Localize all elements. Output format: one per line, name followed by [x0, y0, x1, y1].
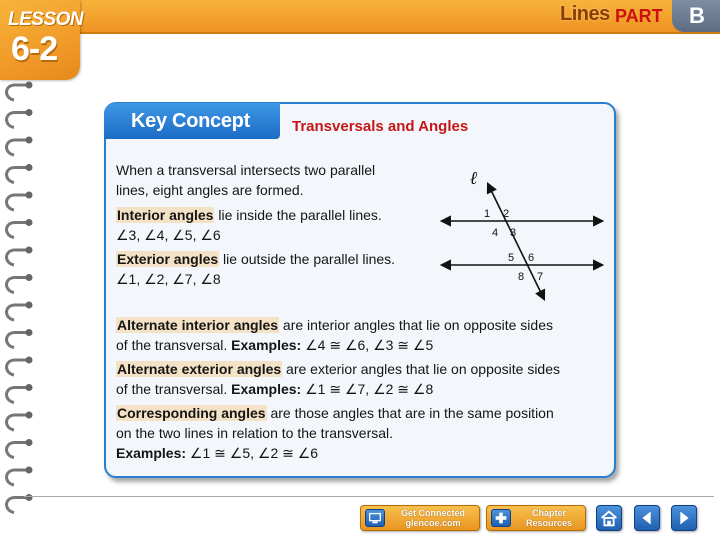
alt-interior-desc: are interior angles that lie on opposite sides [279, 317, 553, 333]
interior-term: Interior angles [117, 207, 214, 223]
corresponding-desc: are those angles that are in the same position [266, 405, 554, 421]
concept-title: Transversals and Angles [292, 118, 469, 135]
spiral-hole [26, 164, 33, 171]
angle-label-8: 8 [518, 271, 525, 283]
alt-exterior-term: Alternate exterior angles [117, 361, 282, 377]
alt-interior-term: Alternate interior angles [117, 317, 279, 333]
part-letter: B [689, 3, 705, 28]
exterior-term: Exterior angles [117, 251, 219, 267]
intro-line-1: When a transversal intersects two parallel [116, 162, 376, 178]
angle-label-3: 3 [510, 227, 517, 239]
previous-button[interactable] [634, 505, 660, 531]
alt-interior-examples-value: ∠4 ≅ ∠6, ∠3 ≅ ∠5 [301, 337, 434, 353]
spiral-hole [26, 274, 33, 281]
chapter-resources-button[interactable] [486, 505, 586, 531]
home-button[interactable] [596, 505, 622, 531]
spiral-hole [26, 109, 33, 116]
get-connected-line2: glencoe.com [405, 518, 461, 528]
angle-label-6: 6 [528, 252, 535, 264]
lesson-label: LESSON [8, 9, 84, 30]
next-button[interactable] [671, 505, 697, 531]
angle-label-4: 4 [492, 227, 499, 239]
spiral-coil [7, 388, 27, 403]
spiral-coil [7, 415, 27, 430]
spiral-coil [7, 360, 27, 375]
spiral-coil [7, 498, 27, 513]
alt-exterior-definition [116, 359, 560, 379]
alt-exterior-examples-label: Examples: [231, 381, 302, 397]
alt-interior-examples-label: Examples: [231, 337, 302, 353]
bottom-rule [24, 496, 714, 497]
section-title: Lines [560, 3, 610, 25]
get-connected-label [390, 508, 476, 528]
alt-exterior-examples [116, 379, 433, 399]
plus-icon [491, 509, 511, 527]
spiral-hole [26, 219, 33, 226]
alt-exterior-examples-value: ∠1 ≅ ∠7, ∠2 ≅ ∠8 [301, 381, 434, 397]
interior-definition [116, 205, 382, 225]
spiral-coil [7, 195, 27, 210]
spiral-hole [26, 329, 33, 336]
spiral-coil [7, 305, 27, 320]
alt-interior-line2: of the transversal. [116, 337, 232, 353]
angle-label-5: 5 [508, 252, 515, 264]
interior-desc: lie inside the parallel lines. [214, 207, 382, 223]
computer-icon [365, 509, 385, 527]
home-icon [597, 506, 621, 530]
corresponding-examples [116, 443, 318, 463]
spiral-hole [26, 192, 33, 199]
alt-exterior-line2: of the transversal. [116, 381, 232, 397]
transversal-diagram [436, 166, 608, 302]
spiral-hole [26, 467, 33, 474]
chapter-resources-line2: Resources [525, 518, 573, 528]
header-bar [0, 0, 720, 34]
spiral-coil [7, 470, 27, 485]
corresponding-definition [116, 403, 554, 423]
spiral-coil [7, 443, 27, 458]
spiral-hole [26, 247, 33, 254]
spiral-hole [26, 302, 33, 309]
exterior-list: ∠1, ∠2, ∠7, ∠8 [116, 271, 221, 287]
lesson-badge [0, 0, 84, 80]
spiral-coil [7, 140, 27, 155]
spiral-coil [7, 113, 27, 128]
alt-exterior-desc: are exterior angles that lie on opposite sides [282, 361, 561, 377]
alt-interior-definition [116, 315, 553, 335]
key-concept-label: Key Concept [131, 110, 250, 132]
corresponding-line2: on the two lines in relation to the transversal. [116, 425, 394, 441]
chapter-resources-line1: Chapter [531, 508, 566, 518]
spiral-hole [26, 137, 33, 144]
spiral-coil [7, 223, 27, 238]
spiral-coil [7, 250, 27, 265]
lesson-number: 6-2 [11, 30, 58, 68]
get-connected-button[interactable] [360, 505, 480, 531]
corresponding-examples-value: ∠1 ≅ ∠5, ∠2 ≅ ∠6 [186, 445, 319, 461]
exterior-desc: lie outside the parallel lines. [219, 251, 396, 267]
spiral-coil [7, 168, 27, 183]
spiral-hole [26, 384, 33, 391]
intro-line-2: lines, eight angles are formed. [116, 182, 304, 198]
part-label: PART [615, 6, 663, 26]
corresponding-examples-label: Examples: [116, 445, 187, 461]
angle-label-2: 2 [503, 208, 510, 220]
transversal-label: ℓ [470, 168, 478, 188]
spiral-hole [26, 357, 33, 364]
arrow-right-icon [672, 506, 696, 530]
spiral-coil [7, 85, 27, 100]
spiral-hole [26, 412, 33, 419]
spiral-hole [26, 82, 33, 89]
corresponding-term: Corresponding angles [117, 405, 266, 421]
interior-list: ∠3, ∠4, ∠5, ∠6 [116, 227, 221, 243]
transversal-line [488, 184, 544, 299]
arrow-left-icon [635, 506, 659, 530]
get-connected-line1: Get Connected [400, 508, 465, 518]
exterior-definition [116, 249, 395, 269]
spiral-coil [7, 278, 27, 293]
alt-interior-examples [116, 335, 433, 355]
angle-label-7: 7 [537, 271, 544, 283]
spiral-hole [26, 439, 33, 446]
spiral-binding [2, 80, 36, 526]
angle-label-1: 1 [484, 208, 491, 220]
chapter-resources-label [516, 508, 582, 528]
spiral-coil [7, 333, 27, 348]
